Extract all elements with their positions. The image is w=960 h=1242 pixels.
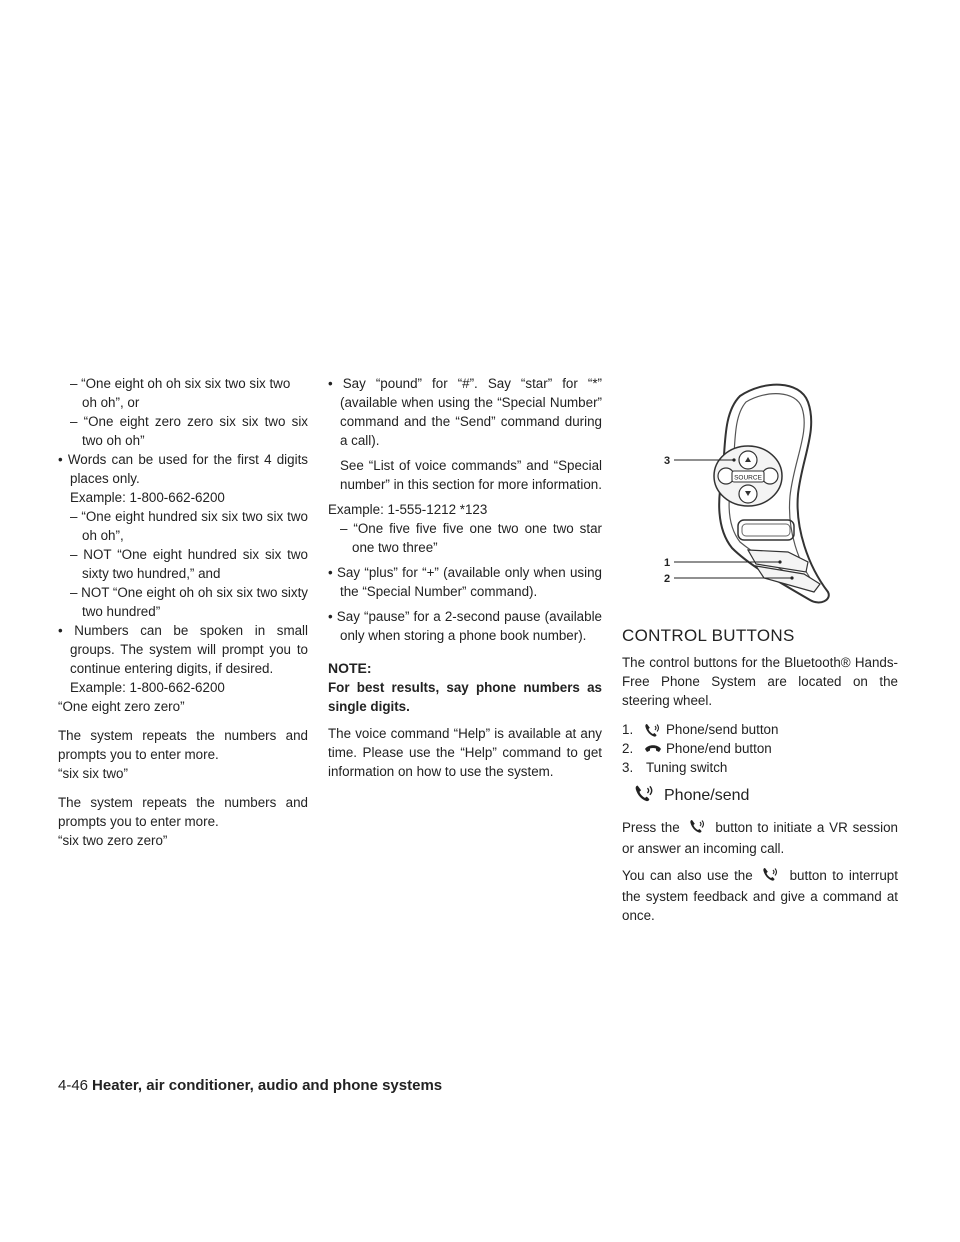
- steering-wheel-controls-illustration: [652, 378, 842, 606]
- right-column: [622, 622, 898, 925]
- paragraph-end: button to initiate a VR session or answer an incoming call.: [622, 820, 898, 856]
- dash-item: – “One five five five one two one two star one two three”: [340, 521, 602, 555]
- phone-send-icon: [634, 783, 656, 808]
- callout-label-3: 3: [664, 455, 671, 467]
- left-column: [58, 374, 308, 850]
- subheading: [634, 783, 898, 808]
- phone-send-icon: [640, 722, 666, 738]
- quote-text: “six six two”: [58, 766, 128, 781]
- list-item: [622, 720, 898, 739]
- middle-column: [328, 374, 602, 781]
- bullet-item: • Say “pound” for “#”. Say “star” for “*” (available when using the “Special Number” command and the “Send” command during a call).: [328, 376, 602, 448]
- bullet-item: • Numbers can be spoken in small groups. The system will prompt you to continue entering digits, if desired.: [58, 623, 308, 676]
- paragraph: The control buttons for the Bluetooth® Hands-Free Phone System are located on the steering wheel.: [622, 655, 898, 708]
- dash-item: – “One eight hundred six six two six two oh oh”,: [70, 509, 308, 543]
- phone-send-icon: [762, 866, 780, 887]
- paragraph: See “List of voice commands” and “Special number” in this section for more information.: [340, 458, 602, 492]
- quote-text: “One eight zero zero”: [58, 699, 185, 714]
- bullet-item: • Words can be used for the first 4 digits places only.: [58, 452, 308, 486]
- chapter-title: Heater, air conditioner, audio and phone systems: [92, 1077, 443, 1094]
- list-number: 3.: [622, 760, 634, 775]
- dash-item: – NOT “One eight oh oh six six two sixty two hundred”: [70, 585, 308, 619]
- paragraph-end: button to interrupt the system feedback and give a command at once.: [622, 868, 898, 923]
- list-label: Phone/send button: [666, 722, 779, 737]
- list-item: [622, 758, 898, 777]
- paragraph: The voice command “Help” is available at any time. Please use the “Help” command to get information on how to use the system.: [328, 726, 602, 779]
- example-text: Example: 1-800-662-6200: [70, 680, 225, 695]
- dash-item: – “One eight zero zero six six two six two oh oh”: [70, 414, 308, 448]
- page-number: 4-46: [58, 1077, 89, 1094]
- bullet-item: • Say “pause” for a 2-second pause (available only when storing a phone book number).: [328, 609, 602, 643]
- list-label: Phone/end button: [666, 741, 772, 756]
- paragraph-start: Press the: [622, 820, 680, 836]
- bullet-item: • Say “plus” for “+” (available only when using the “Special Number” command).: [328, 565, 602, 599]
- section-heading: CONTROL BUTTONS: [622, 626, 795, 645]
- list-label: Tuning switch: [646, 760, 728, 775]
- example-text: Example: 1-555-1212 *123: [328, 502, 488, 517]
- phone-send-icon: [689, 818, 707, 839]
- note-body: For best results, say phone numbers as single digits.: [328, 680, 602, 714]
- quote-text: “six two zero zero”: [58, 833, 168, 848]
- callout-label-1: 1: [664, 557, 671, 569]
- list-item: [622, 739, 898, 758]
- source-button-label: SOURCE: [734, 474, 762, 482]
- paragraph-start: You can also use the: [622, 868, 753, 884]
- callout-label-2: 2: [664, 573, 671, 585]
- paragraph: [622, 866, 898, 925]
- list-number: 1.: [622, 722, 634, 737]
- paragraph: [622, 818, 898, 858]
- paragraph: The system repeats the numbers and prompts you to enter more.: [58, 728, 308, 762]
- dash-item: – “One eight oh oh six six two six two oh oh”, or: [70, 376, 291, 410]
- dash-item: – NOT “One eight hundred six six two sixty two hundred,” and: [70, 547, 308, 581]
- note-heading: NOTE:: [328, 660, 372, 676]
- phone-end-icon: [640, 743, 666, 755]
- example-text: Example: 1-800-662-6200: [70, 490, 225, 505]
- page-footer: [58, 1077, 442, 1094]
- list-number: 2.: [622, 741, 634, 756]
- paragraph: The system repeats the numbers and prompts you to enter more.: [58, 795, 308, 829]
- subheading-text: Phone/send: [664, 787, 750, 804]
